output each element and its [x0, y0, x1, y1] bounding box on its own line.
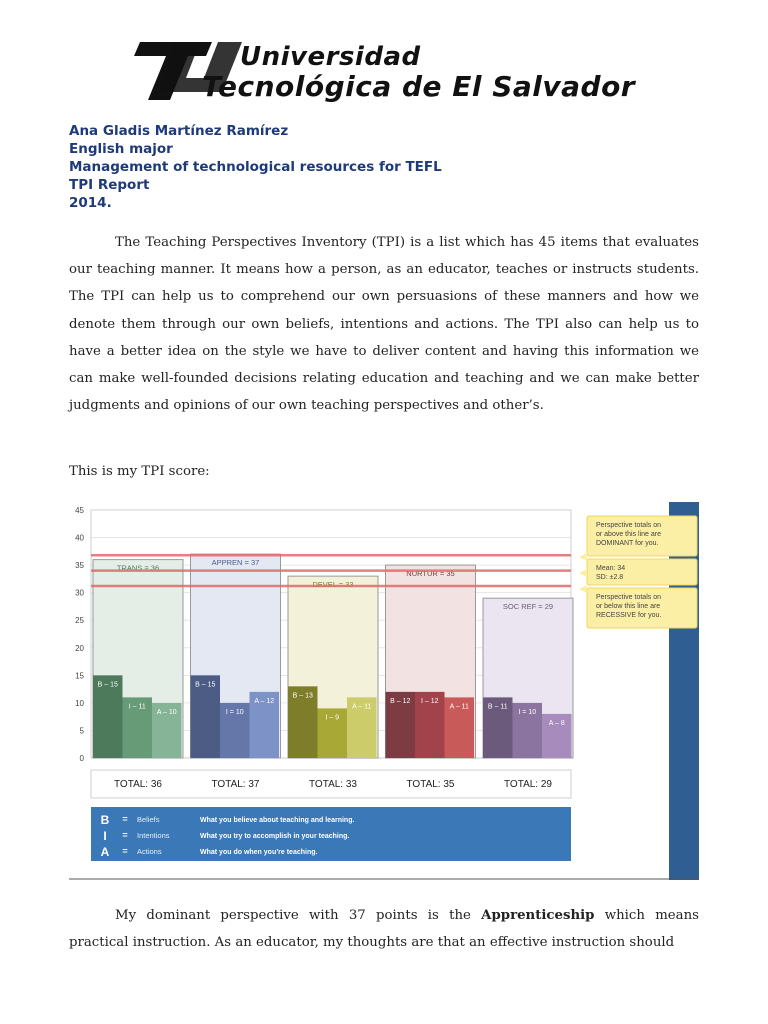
y-tick-label: 20: [75, 643, 84, 653]
intro-paragraph: The Teaching Perspectives Inventory (TPI) is a list which has 45 items that evaluates our teaching manner. It means how a person, as an educator, teaches or instructs students. The TPI can help us to comprehend our own persuasions of these manners and how we denote them through our own beliefs, intentions and actions. The TPI also can help us to have a better idea on the style we have to deliver content and having this information we can make well-founded decisions relating education and teaching and we can make better judgments and opinions of our own teaching perspectives and other’s.: [69, 235, 699, 414]
logo-line-1: Universidad: [240, 42, 421, 72]
total-label: TOTAL: 35: [406, 779, 455, 790]
legend-description: What you try to accomplish in your teaching.: [200, 833, 350, 840]
course-name: Management of technological resources for TEFL: [69, 159, 442, 175]
perspective-label: NURTUR = 35: [406, 569, 455, 579]
bar-label: A – 12: [254, 697, 275, 705]
bar-label: I – 9: [325, 714, 340, 722]
major: English major: [69, 141, 173, 157]
note-pointer: [579, 569, 587, 577]
total-label: TOTAL: 33: [309, 779, 357, 790]
perspective-label: TRANS = 36: [116, 563, 160, 573]
bar-label: I – 11: [128, 703, 146, 711]
total-label: TOTAL: 36: [114, 779, 162, 790]
dominant-note-text: DOMINANT for you.: [596, 540, 659, 547]
legend-letter: I: [103, 829, 107, 843]
bar-label: I = 10: [518, 708, 537, 716]
bar-label: A – 11: [449, 703, 469, 711]
legend-letter: A: [100, 845, 110, 859]
university-logo: [130, 40, 690, 104]
y-tick-label: 40: [75, 533, 84, 543]
y-tick-label: 10: [75, 698, 84, 708]
bar-label: B – 13: [292, 692, 313, 700]
recessive-note-text: or below this line are: [596, 603, 661, 610]
note-pointer: [579, 553, 587, 561]
total-label: TOTAL: 37: [211, 779, 260, 790]
perspective-label: SOC REF = 29: [502, 602, 554, 612]
tpi-chart: [69, 502, 699, 880]
y-tick-label: 25: [75, 616, 84, 626]
tpi-chart-svg: [69, 502, 699, 880]
closing-bold-term: Apprenticeship: [481, 908, 595, 923]
report-title: TPI Report: [69, 177, 150, 193]
y-tick-label: 15: [75, 671, 84, 681]
y-tick-label: 0: [79, 754, 84, 763]
report-year: 2014.: [69, 195, 112, 211]
bar-label: B – 15: [97, 681, 118, 689]
bar-label: A – 10: [156, 708, 177, 716]
bar-label: A – 8: [548, 719, 565, 727]
legend-equals: =: [122, 830, 128, 840]
y-tick-label: 45: [75, 506, 84, 515]
closing-text-before: My dominant perspective with 37 points is the: [115, 908, 482, 923]
bar-label: B – 12: [390, 697, 411, 705]
bar-label: I – 12: [420, 697, 439, 705]
legend-description: What you do when you’re teaching.: [200, 849, 318, 856]
logo-line-2: Tecnológica de El Salvador: [202, 70, 636, 103]
mean-note-text: SD: ±2.8: [596, 574, 624, 581]
mean-note-text: Mean: 34: [596, 565, 626, 572]
y-tick-label: 35: [75, 561, 84, 571]
dominant-note-text: or above this line are: [596, 531, 661, 538]
legend-term: Beliefs: [137, 815, 160, 824]
mean-note-box: [587, 559, 697, 585]
closing-paragraph: [69, 902, 699, 956]
legend-equals: =: [122, 846, 128, 856]
legend-equals: =: [122, 814, 128, 824]
bar-label: B – 11: [487, 703, 508, 711]
legend-term: Intentions: [137, 831, 170, 840]
legend-term: Actions: [137, 847, 162, 856]
legend-description: What you believe about teaching and learning.: [200, 817, 355, 824]
perspective-label: APPREN = 37: [211, 558, 260, 568]
note-pointer: [579, 585, 587, 593]
perspective-label: DEVEL = 33: [312, 580, 354, 590]
y-tick-label: 30: [75, 588, 84, 598]
bar-label: A – 11: [352, 703, 372, 711]
dominant-note-text: Perspective totals on: [596, 522, 661, 529]
y-tick-label: 5: [79, 726, 84, 736]
author-name: Ana Gladis Martínez Ramírez: [69, 123, 289, 139]
score-intro: This is my TPI score:: [69, 464, 210, 479]
recessive-note-text: RECESSIVE for you.: [596, 612, 662, 619]
author-header: [69, 122, 442, 212]
bar-label: I = 10: [225, 708, 244, 716]
bar-label: B – 15: [195, 681, 216, 689]
total-label: TOTAL: 29: [504, 779, 552, 790]
legend-letter: B: [100, 813, 110, 827]
closing-text-after: which means practical instruction. As an educator, my thoughts are that an effective instruction should: [69, 908, 699, 951]
recessive-note-text: Perspective totals on: [596, 594, 661, 601]
